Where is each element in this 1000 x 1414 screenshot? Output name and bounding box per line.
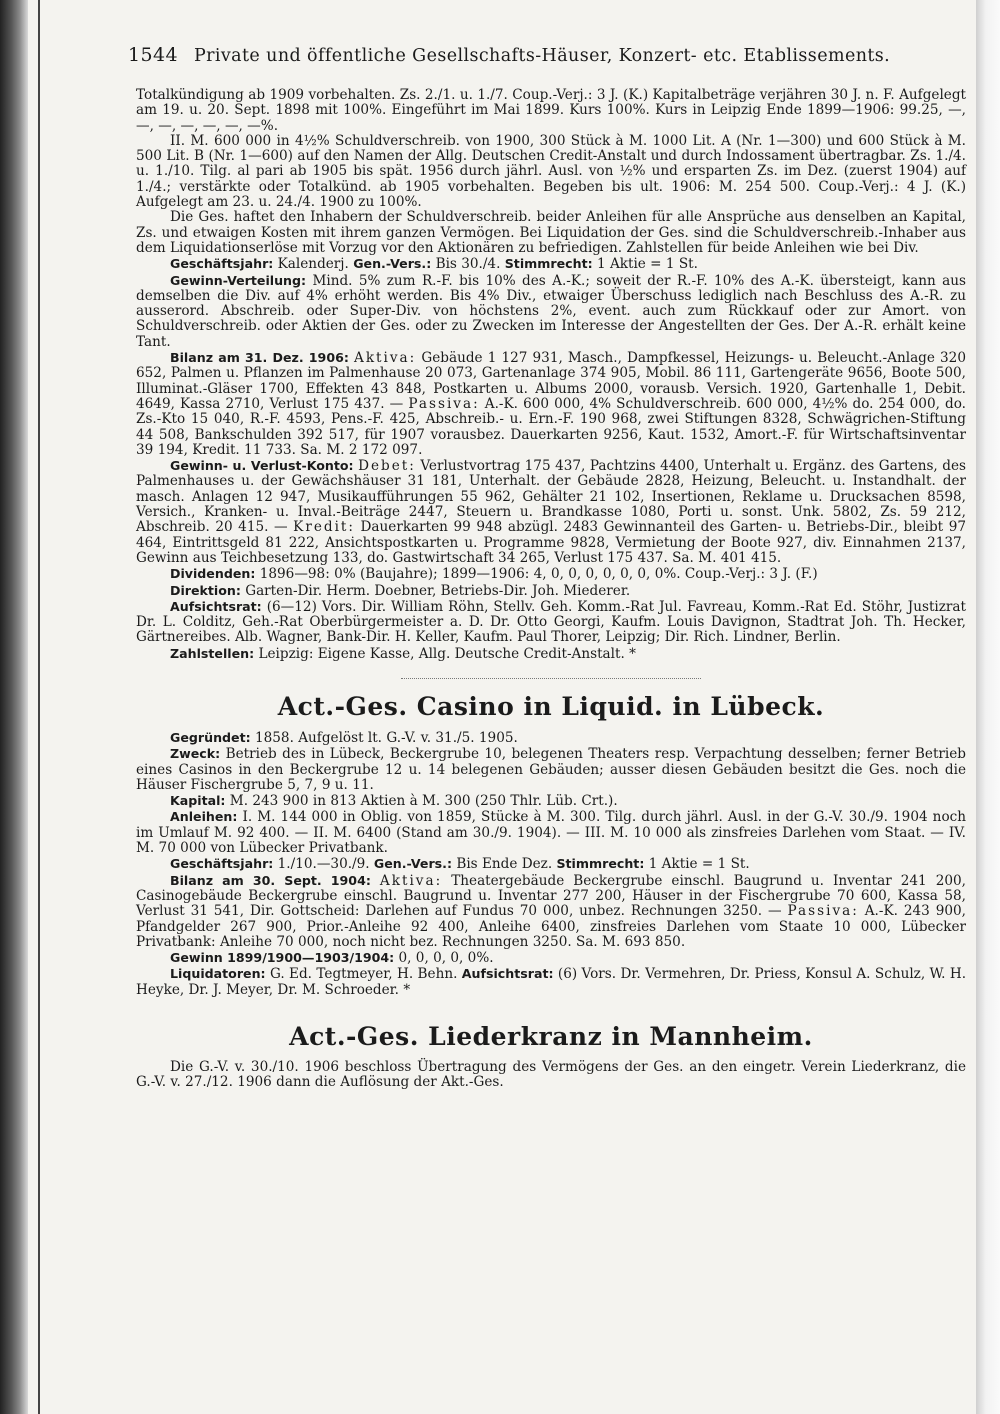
purpose-paragraph: Zweck: Betrieb des in Lübeck, Beckergrube 10, belegenen Theaters resp. Verpachtung desselben; ferner Betrieb eines Casinos in den Beckergrube 12 u. 14 belegenen Gebäuden; ausser diesen Gebäuden besitzt die Ges. noch die Häuser Fischergrube 5, 7, 9 u. 11.	[136, 746, 966, 793]
profit-loss-paragraph: Gewinn- u. Verlust-Konto: Debet: Verlustvortrag 175 437, Pachtzins 4400, Unterhalt u. Ergänz. des Gartens, des Palmenhauses u. der Gewächshäuser 31 181, Unterhalt. der Gebäude 2828, Heizung, Beleucht. u. Instandhalt. der masch. Anlagen 12 947, Musikaufführungen 55 962, Gehälter 21 102, Insertionen, Reklame u. Drucksachen 8598, Versich., Kranken- u. Inval.-Beiträge 2447, Steuern u. Brandkasse 1080, Porti u. sonst. Unk. 5802, Zs. 59 212, Abschreib. 20 415. — Kredit: Dauerkarten 99 948 abzügl. 2483 Gewinnanteil des Garten- u. Betriebs-Dir., bleibt 97 464, Eintrittsgeld 81 222, Ansichtspostkarten u. Programme 9828, Vermietung der Boote 927, div. Einnahmen 2137, Gewinn aus Teichbesetzung 133, do. Gastwirtschaft 34 265, Verlust 175 437. Sa. M. 401 415.	[136, 458, 966, 566]
paying-agents-line: Zahlstellen: Leipzig: Eigene Kasse, Allg. Deutsche Credit-Anstalt. *	[170, 645, 636, 662]
balance-sheet-casino: Bilanz am 30. Sept. 1904: Aktiva: Theatergebäude Beckergrube einschl. Baugrund u. Inventar 241 200, Casinogebäude Beckergrube einschl. Baugrund u. Inventar 277 200, Häuser in der Fischergrube 70 600, Kassa 58, Verlust 31 541, Dir. Gottscheid: Darlehen auf Fundus 70 000, unbez. Rechnungen 3250. — Passiva: A.-K. 243 900, Pfandgelder 267 900, Prior.-Anleihe 92 400, Anleihe 6400, zinsfreies Darlehen vom Staate 10 000, Lübecker Privatbank: Anleihe 70 000, noch nicht bez. Rechnungen 3250. Sa. M. 693 850.	[136, 872, 966, 950]
loan-terms-paragraph: Totalkündigung ab 1909 vorbehalten. Zs. 2./1. u. 1./7. Coup.-Verj.: 3 J. (K.) Kapitalbeträge verjähren 30 J. n. F. Aufgelegt am 19. u. 20. Sept. 1898 mit 100%. Eingeführt im Mai 1899. Kurs 100%. Kurs in Leipzig Ende 1899—1906: 99.25, —, —, —, —, —, —, —%.	[136, 87, 966, 134]
page-content	[136, 88, 966, 1091]
profit-line-casino: Gewinn 1899/1900—1903/1904: 0, 0, 0, 0, 0%.	[170, 950, 494, 967]
book-spine	[0, 0, 28, 1414]
company-title-liederkranz: Act.-Ges. Liederkranz in Mannheim.	[289, 1022, 813, 1052]
dividends-line: Dividenden: 1896—98: 0% (Baujahre); 1899—1906: 4, 0, 0, 0, 0, 0, 0, 0%. Coup.-Verj.: 3 J. (F.)	[170, 566, 818, 583]
capital-line: Kapital: M. 243 900 in 813 Aktien à M. 300 (250 Thlr. Lüb. Crt.).	[170, 793, 618, 810]
supervisory-board-paragraph: Aufsichtsrat: (6—12) Vors. Dir. William Röhn, Stellv. Geh. Komm.-Rat Jul. Favreau, Komm.-Rat Ed. Stöhr, Justizrat Dr. L. Colditz, Geh.-Rat Oberbürgermeister a. D. Dr. Otto Georgi, Kaufm. Louis Davignon, Stadtrat Joh. Th. Hecker, Gärtnereibes. Alb. Wagner, Bank-Dir. H. Keller, Kaufm. Paul Thorer, Leipzig; Dir. Rich. Lindner, Berlin.	[136, 598, 966, 646]
section-divider	[401, 678, 701, 680]
page-edge	[976, 0, 1000, 1414]
loan-ii-paragraph: II. M. 600 000 in 4½% Schuldverschreib. von 1900, 300 Stück à M. 1000 Lit. A (Nr. 1—300) und 600 Stück à M. 500 Lit. B (Nr. 1—600) auf den Namen der Allg. Deutschen Credit-Anstalt und durch Indossament übertragbar. Zs. 1./4. u. 1./10. Tilg. al pari ab 1905 bis spät. 1956 durch jährl. Ausl. von ½% und ersparten Zs. im Dez. (zuerst 1904) auf 1./4.; verstärkte oder Totalkünd. ab 1905 vorbehalten. Begeben bis ult. 1906: M. 254 500. Coup.-Verj.: 4 J. (K.) Aufgelegt am 23. u. 24./4. 1900 zu 100%.	[136, 132, 966, 211]
founded-line: Gegründet: 1858. Aufgelöst lt. G.-V. v. 31./5. 1905.	[170, 729, 518, 746]
fiscal-year-line-casino: Geschäftsjahr: 1./10.—30./9. Gen.-Vers.: Bis Ende Dez. Stimmrecht: 1 Aktie = 1 St.	[170, 856, 750, 873]
liederkranz-paragraph: Die G.-V. v. 30./10. 1906 beschloss Übertragung des Vermögens der Ges. an den eingetr. Verein Liederkranz, die G.-V. v. 27./12. 1906 dann die Auflösung der Akt.-Ges.	[136, 1059, 966, 1091]
management-line: Direktion: Garten-Dir. Herm. Doebner, Betriebs-Dir. Joh. Miederer.	[170, 582, 631, 599]
page-header	[128, 44, 928, 66]
liability-paragraph: Die Ges. haftet den Inhabern der Schuldverschreib. beider Anleihen für alle Ansprüche aus denselben an Kapital, Zs. und etwaigen Kosten mit ihrem ganzen Vermögen. Bei Liquidation der Ges. sind die Schuldverschreib.-Inhaber aus dem Liquidationserlöse mit Vorzug vor den Aktionären zu befriedigen. Zahlstellen für beide Anleihen wie bei Div.	[136, 209, 966, 256]
fiscal-year-line: Geschäftsjahr: Kalenderj. Gen.-Vers.: Bis 30./4. Stimmrecht: 1 Aktie = 1 St.	[170, 256, 698, 273]
scanned-page	[28, 0, 976, 1414]
loans-paragraph: Anleihen: I. M. 144 000 in Oblig. von 1859, Stücke à M. 300. Tilg. durch jährl. Ausl. in der G.-V. 30./9. 1904 noch im Umlauf M. 92 400. — II. M. 6400 (Stand am 30./9. 1904). — III. M. 10 000 als zinsfreies Darlehen vom Staat. — IV. M. 70 000 von Lübecker Privatbank.	[136, 809, 966, 857]
running-title: Private und öffentliche Gesellschafts-Häuser, Konzert- etc. Etablissements.	[193, 46, 891, 66]
liquidators-paragraph: Liquidatoren: G. Ed. Tegtmeyer, H. Behn. Aufsichtsrat: (6) Vors. Dr. Vermehren, Dr. Priess, Konsul A. Schulz, W. H. Heyke, Dr. J. Meyer, Dr. M. Schroeder. *	[136, 966, 967, 998]
gutter-line	[38, 0, 40, 1414]
profit-distribution-paragraph: Gewinn-Verteilung: Mind. 5% zum R.-F. bis 10% des A.-K.; soweit der R.-F. 10% des A.-K. übersteigt, kann aus demselben die Div. auf 4% erhöht werden. Bis 4% Div., etwaiger Überschuss lediglich nach Beschluss des A.-R. zu ausserord. Abschreib. oder Super-Div. von höchstens 2%, event. auch zum Rückkauf oder zur Amort. von Schuldverschreib. oder Aktien der Ges. oder zu Zwecken im Interesse der Angestellten der Ges. Der A.-R. erhält keine Tant.	[136, 272, 967, 350]
balance-sheet-paragraph: Bilanz am 31. Dez. 1906: Aktiva: Gebäude 1 127 931, Masch., Dampfkessel, Heizungs- u. Beleucht.-Anlage 320 652, Palmen u. Pflanzen im Palmenhause 20 073, Gartenanlage 374 905, Mobil. 86 111, Gartengeräte 9656, Boote 500, Illuminat.-Gläser 1700, Effekten 43 848, Postkarten u. Albums 2000, vorausb. Versich. 1920, Gartenhalle 1, Debit. 4649, Kassa 2710, Verlust 175 437. — Passiva: A.-K. 600 000, 4% Schuldverschreib. 600 000, 4½% do. 254 000, do. Zs.-Kto 15 040, R.-F. 4593, Pens.-F. 425, Abschreib.- u. Ern.-F. 190 968, zwei Stiftungen 8328, Schwägrichen-Stiftung 44 508, Bankschulden 392 517, für 1907 vorausbez. Dauerkarten 9256, Kaut. 1532, Amort.-F. für Wirtschaftsinventar 39 194, Kredit. 11 733. Sa. M. 2 172 097.	[136, 350, 966, 458]
company-title-casino: Act.-Ges. Casino in Liquid. in Lübeck.	[277, 691, 825, 721]
page-number: 1544	[128, 44, 178, 66]
